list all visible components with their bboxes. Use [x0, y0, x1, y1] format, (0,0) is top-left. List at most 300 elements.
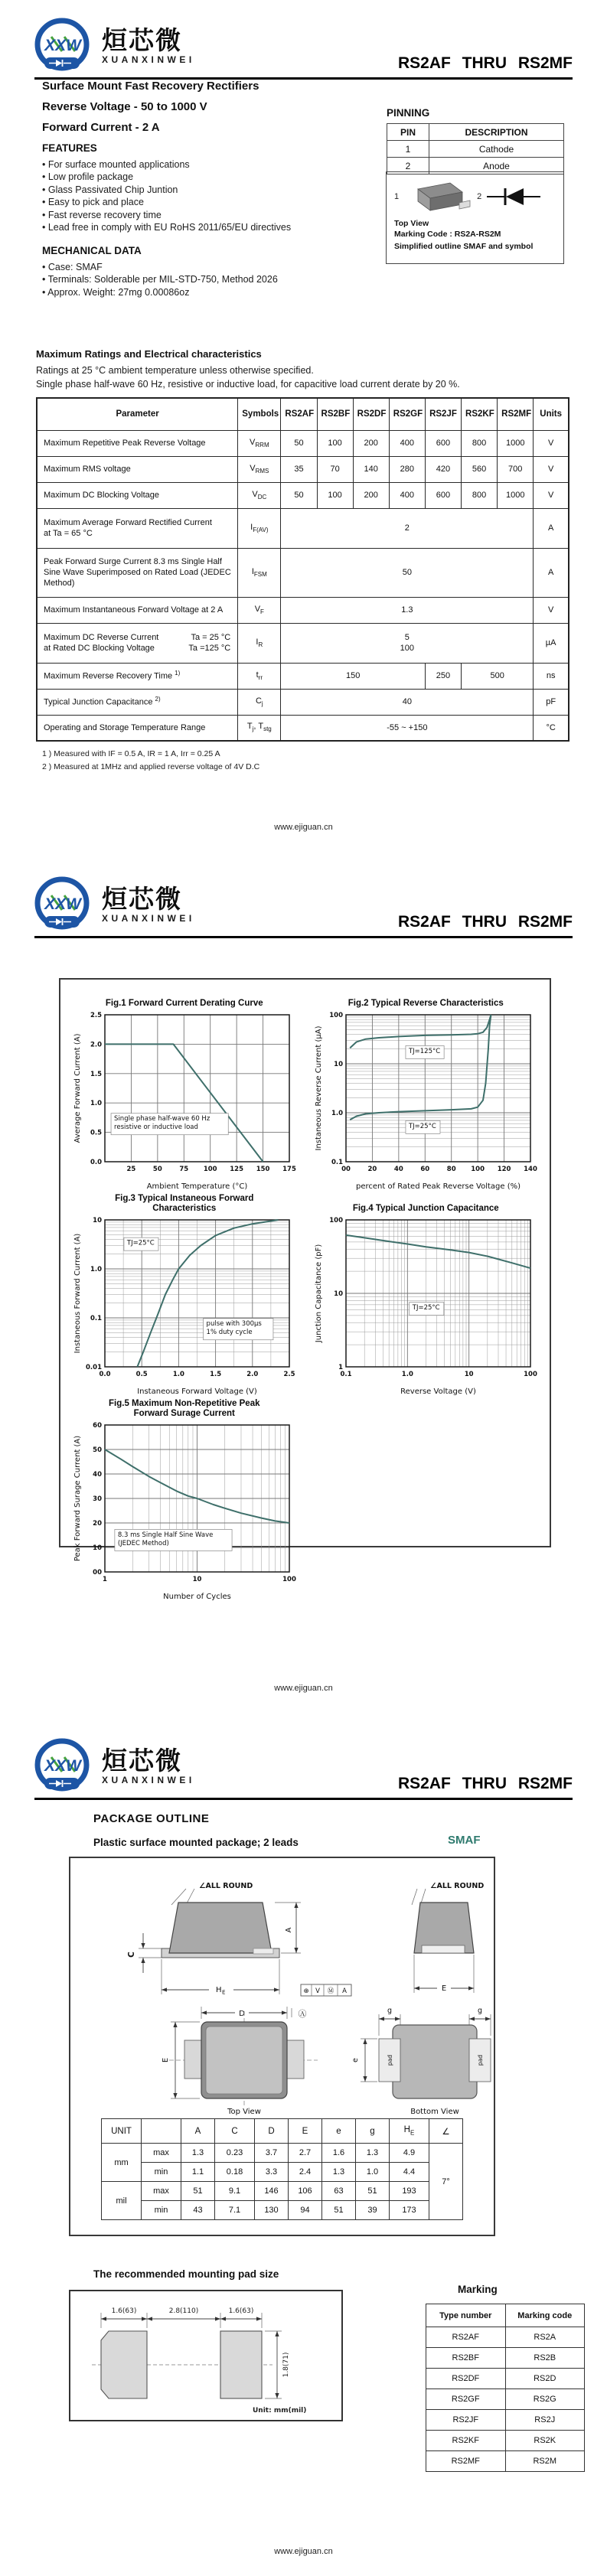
svg-text:0.0: 0.0: [99, 1371, 111, 1378]
mechanical-data-title: MECHANICAL DATA: [42, 245, 142, 256]
marking-code: RS2J: [505, 2410, 585, 2431]
feature-item: • Lead free in comply with EU RoHS 2011/65/EU directives: [42, 222, 292, 233]
unit-cell: °C: [534, 715, 569, 741]
param-cell: Maximum Average Forward Rectified Current at Ta = 65 °C: [37, 508, 238, 548]
mounting-pad-box: [69, 2290, 343, 2421]
value-cell: 420: [425, 456, 461, 482]
fig3-chart: [70, 1214, 299, 1397]
pinning-col-desc: DESCRIPTION: [429, 124, 564, 141]
dim-value: 2.7: [289, 2144, 322, 2163]
marking-code: RS2M: [505, 2451, 585, 2472]
value-cell: 800: [462, 430, 498, 456]
svg-text:pad: pad: [477, 2054, 484, 2066]
outline-marking-code: Marking Code : RS2A-RS2M: [394, 230, 501, 239]
outline-drawing: [394, 177, 556, 217]
svg-text:2.8(110): 2.8(110): [168, 2307, 199, 2315]
feature-item: • Glass Passivated Chip Juntion: [42, 184, 178, 195]
svg-text:1: 1: [338, 1364, 344, 1371]
svg-text:10: 10: [192, 1576, 202, 1583]
fig1-chart: [70, 1009, 299, 1192]
marking-row: [426, 2369, 585, 2389]
symbol-cell: $V_{RMS}$: [238, 456, 281, 482]
svg-text:100: 100: [329, 1217, 344, 1224]
dim-value: 106: [289, 2182, 322, 2201]
svg-text:⊕: ⊕: [303, 1987, 309, 1995]
symbol-cell: $I_R$: [238, 623, 281, 663]
dim-angle-value: 7°: [429, 2144, 463, 2220]
dim-value: 173: [390, 2201, 429, 2220]
svg-text:1.0: 1.0: [90, 1100, 102, 1108]
value-cell: 1000: [498, 430, 534, 456]
svg-text:g: g: [387, 2007, 393, 2015]
svg-text:20: 20: [92, 1520, 102, 1528]
dim-col: A: [181, 2119, 215, 2144]
type-number: RS2DF: [426, 2369, 506, 2389]
mech-item: • Approx. Weight: 27mg 0.00086oz: [42, 286, 190, 298]
dim-value: 1.3: [181, 2144, 215, 2163]
unit-cell: V: [534, 482, 569, 508]
mechanical-data-list: [42, 261, 278, 298]
package-outline-title: PACKAGE OUTLINE: [93, 1812, 210, 1825]
fig4: [305, 1192, 547, 1397]
brand-name-cn: 烜芯微: [102, 25, 182, 54]
fig5: [64, 1397, 305, 1603]
type-number: RS2KF: [426, 2431, 506, 2451]
mech-item: • Case: SMAF: [42, 262, 103, 272]
svg-text:150: 150: [256, 1166, 270, 1173]
dim-col: D: [255, 2119, 289, 2144]
marking-row: [426, 2410, 585, 2431]
svg-text:8.3 ms Single Half Sine Wave: 8.3 ms Single Half Sine Wave: [117, 1531, 214, 1539]
fig5-chart: [70, 1419, 299, 1603]
pin2-label: 2: [477, 192, 482, 201]
logo-icon: [34, 17, 97, 75]
marking-row: [426, 2451, 585, 2472]
svg-text:100: 100: [329, 1012, 344, 1019]
dim-value: 7.1: [215, 2201, 255, 2220]
symbol-cell: $C_j$: [238, 689, 281, 715]
dim-value: 51: [181, 2182, 215, 2201]
intro-line-2: Reverse Voltage - 50 to 1000 V: [42, 100, 207, 113]
param-cell: Maximum Reverse Recovery Time $^{1)}$: [37, 663, 238, 689]
dim-value: 0.23: [215, 2144, 255, 2163]
dim-value: 1.3: [322, 2163, 356, 2182]
feature-item: • For surface mounted applications: [42, 159, 190, 170]
ratings-condition-1: Ratings at 25 °C ambient temperature unless otherwise specified.: [36, 365, 314, 376]
svg-text:TJ=125°C: TJ=125°C: [409, 1047, 441, 1055]
svg-text:resistive or inductive load: resistive or inductive load: [113, 1123, 198, 1132]
svg-text:1.6(63): 1.6(63): [111, 2307, 137, 2315]
svg-text:40: 40: [394, 1166, 404, 1173]
smaf-package-icon: [403, 180, 473, 214]
outline-top-view-label: Top View: [394, 219, 429, 228]
dim-value: 2.4: [289, 2163, 322, 2182]
value-cell: 600: [425, 482, 461, 508]
fig1-title: Fig.1 Forward Current Derating Curve: [105, 999, 263, 1008]
symbol-cell: $t_{rr}$: [238, 663, 281, 689]
value-cell: 140: [353, 456, 389, 482]
marking-row: [426, 2389, 585, 2410]
pinning-section: [387, 107, 564, 174]
brand-logo: [34, 1737, 195, 1795]
pinning-header-row: [387, 124, 564, 141]
svg-text:A: A: [342, 1987, 347, 1995]
doc-header: [34, 1737, 573, 1800]
dim-col-unit: UNIT: [102, 2119, 142, 2144]
svg-text:∠ALL ROUND: ∠ALL ROUND: [430, 1882, 485, 1890]
value-cell: 500: [462, 663, 534, 689]
svg-text:140: 140: [524, 1166, 538, 1173]
mech-item: • Terminals: Solderable per MIL-STD-750, Method 2026: [42, 274, 278, 285]
symbol-cell: $V_F$: [238, 597, 281, 623]
svg-text:Average Forward Current (A): Average Forward Current (A): [73, 1033, 82, 1143]
unit-cell: V: [534, 456, 569, 482]
svg-text:TJ=25°C: TJ=25°C: [409, 1122, 437, 1130]
svg-text:1.6(63): 1.6(63): [228, 2307, 254, 2315]
brand-logo: [34, 876, 195, 934]
dim-value: 4.9: [390, 2144, 429, 2163]
svg-text:100: 100: [471, 1166, 485, 1173]
doc-title: RS2AF THRU RS2MF: [397, 54, 573, 72]
dim-col-he: $H_E$: [390, 2119, 429, 2144]
pinning-row: [387, 141, 564, 158]
dim-value: 1.0: [356, 2163, 390, 2182]
svg-text:00: 00: [341, 1166, 351, 1173]
value-cell: -55 ~ +150: [281, 715, 534, 741]
col-device: RS2KF: [462, 398, 498, 430]
dim-col: C: [215, 2119, 255, 2144]
value-cell: 280: [389, 456, 425, 482]
outline-caption: Simplified outline SMAF and symbol: [394, 242, 534, 251]
brand-name-en: XUANXINWEI: [102, 912, 195, 924]
logo-monogram: XXW: [44, 895, 81, 913]
fig2: [305, 987, 547, 1192]
logo-icon: [34, 876, 97, 934]
svg-text:Ambient Temperature (°C): Ambient Temperature (°C): [146, 1182, 248, 1191]
svg-text:Ⓐ: Ⓐ: [298, 2009, 307, 2019]
feature-item: • Fast reverse recovery time: [42, 209, 162, 220]
pin-description: Cathode: [429, 141, 564, 158]
svg-text:E: E: [162, 2057, 170, 2063]
svg-text:2.0: 2.0: [90, 1041, 102, 1049]
param-cell: Typical Junction Capacitance $^{2)}$: [37, 689, 238, 715]
dim-value: 130: [255, 2201, 289, 2220]
logo-monogram: XXW: [44, 37, 81, 54]
fig2-title: Fig.2 Typical Reverse Characteristics: [348, 999, 504, 1008]
marking-col-code: Marking code: [505, 2304, 585, 2327]
brand-name-cn: 烜芯微: [102, 884, 182, 913]
dim-value: 39: [356, 2201, 390, 2220]
dim-value: 9.1: [215, 2182, 255, 2201]
symbol-cell: $I_{FSM}$: [238, 548, 281, 597]
svg-text:60: 60: [420, 1166, 430, 1173]
ratings-condition-2: Single phase half-wave 60 Hz, resistive or inductive load, for capacitive load current derate by 20 %.: [36, 379, 460, 390]
svg-text:10: 10: [92, 1217, 102, 1224]
dim-row-mm-min: [102, 2163, 463, 2182]
param-cell: Peak Forward Surge Current 8.3 ms Single Half Sine Wave Superimposed on Rated Load (JEDEC Method): [37, 548, 238, 597]
svg-text:0.1: 0.1: [331, 1159, 344, 1166]
svg-text:40: 40: [92, 1471, 102, 1479]
ratings-row-ir: [37, 623, 569, 663]
dim-value: 51: [322, 2201, 356, 2220]
type-number: RS2MF: [426, 2451, 506, 2472]
svg-text:pad: pad: [387, 2054, 393, 2066]
type-number: RS2JF: [426, 2410, 506, 2431]
dim-max-label: max: [142, 2144, 181, 2163]
value-cell: 400: [389, 482, 425, 508]
page-footer-url: www.ejiguan.cn: [274, 1684, 333, 1693]
dim-row-mm-max: [102, 2144, 463, 2163]
svg-text:80: 80: [447, 1166, 456, 1173]
pinning-col-pin: PIN: [387, 124, 429, 141]
param-cell: Maximum Instantaneous Forward Voltage at 2 A: [37, 597, 238, 623]
svg-text:0.0: 0.0: [90, 1159, 102, 1166]
col-symbols: Symbols: [238, 398, 281, 430]
svg-text:1: 1: [102, 1576, 107, 1583]
svg-text:1% duty cycle: 1% duty cycle: [206, 1329, 253, 1337]
ratings-row-vrrm: [37, 430, 569, 456]
marking-code: RS2G: [505, 2389, 585, 2410]
svg-text:100: 100: [524, 1371, 538, 1378]
dim-value: 3.7: [255, 2144, 289, 2163]
mounting-pad-drawing: [70, 2291, 340, 2418]
marking-table: [426, 2304, 585, 2472]
dim-value: 146: [255, 2182, 289, 2201]
value-cell: 1000: [498, 482, 534, 508]
pinning-table: [387, 123, 564, 174]
dim-value: 1.1: [181, 2163, 215, 2182]
logo-icon: [34, 1737, 97, 1795]
svg-text:50: 50: [152, 1166, 162, 1173]
svg-text:H: H: [216, 1986, 222, 1994]
outline-symbol-box: [386, 171, 564, 264]
svg-text:10: 10: [334, 1290, 344, 1298]
mechanical-data-section: [42, 245, 278, 298]
footnote-1: 1 ) Measured with IF = 0.5 A, IR = 1 A, Irr = 0.25 A: [42, 749, 220, 758]
value-cell: 800: [462, 482, 498, 508]
svg-text:0.1: 0.1: [340, 1371, 352, 1378]
dim-header-row: [102, 2119, 463, 2144]
unit-cell: V: [534, 597, 569, 623]
svg-text:TJ=25°C: TJ=25°C: [413, 1304, 440, 1312]
ratings-header-row: [37, 398, 569, 430]
ratings-row-temp: [37, 715, 569, 741]
svg-text:e: e: [351, 2058, 360, 2062]
pin-description: Anode: [429, 158, 564, 174]
svg-text:60: 60: [92, 1422, 102, 1430]
ratings-table: [36, 397, 569, 742]
logo-monogram: XXW: [44, 1757, 81, 1775]
svg-text:50: 50: [92, 1446, 102, 1454]
value-cell: 600: [425, 430, 461, 456]
page-footer-url: www.ejiguan.cn: [274, 2547, 333, 2556]
dim-value: 193: [390, 2182, 429, 2201]
svg-text:2.0: 2.0: [246, 1371, 259, 1378]
doc-header: [34, 876, 573, 938]
value-cell: 50: [281, 548, 534, 597]
type-number: RS2BF: [426, 2348, 506, 2369]
marking-code: RS2B: [505, 2348, 585, 2369]
dim-col-angle: ∠: [429, 2119, 463, 2144]
dim-value: 4.4: [390, 2163, 429, 2182]
value-cell: 400: [389, 430, 425, 456]
col-device: RS2GF: [389, 398, 425, 430]
dim-col: e: [322, 2119, 356, 2144]
dim-value: 1.3: [356, 2144, 390, 2163]
svg-text:(JEDEC Method): (JEDEC Method): [117, 1539, 169, 1547]
package-dimension-drawing: [71, 1863, 493, 2115]
svg-text:1.0: 1.0: [90, 1266, 102, 1273]
brand-name: [102, 1748, 195, 1785]
symbol-cell: $T_j$, $T_{stg}$: [238, 715, 281, 741]
svg-text:75: 75: [179, 1166, 188, 1173]
svg-text:120: 120: [497, 1166, 511, 1173]
svg-text:10: 10: [334, 1061, 344, 1068]
unit-cell: µA: [534, 623, 569, 663]
value-cell: 560: [462, 456, 498, 482]
svg-text:25: 25: [126, 1166, 136, 1173]
ratings-row-vdc: [37, 482, 569, 508]
value-cell: 100: [317, 482, 353, 508]
pin-number: 2: [387, 158, 429, 174]
svg-text:Instaneous Forward Voltage (V): Instaneous Forward Voltage (V): [136, 1387, 257, 1396]
symbol-cell: $I_{F(AV)}$: [238, 508, 281, 548]
ratings-row-cj: [37, 689, 569, 715]
ratings-row-ifav: [37, 508, 569, 548]
features-section: [42, 142, 291, 233]
characteristic-curves-box: [59, 978, 551, 1601]
feature-item: • Low profile package: [42, 171, 134, 183]
svg-text:1.5: 1.5: [209, 1371, 221, 1378]
page-footer-url: www.ejiguan.cn: [274, 823, 333, 832]
unit-cell: pF: [534, 689, 569, 715]
doc-title: RS2AF THRU RS2MF: [397, 913, 573, 931]
svg-text:E: E: [222, 1989, 226, 1996]
datasheet-page-3: [0, 1722, 607, 2576]
diode-symbol-icon: [485, 186, 542, 207]
datasheet-page-2: [0, 857, 607, 1722]
svg-text:2.5: 2.5: [283, 1371, 295, 1378]
param-cell: Maximum DC Blocking Voltage: [37, 482, 238, 508]
footnote-2: 2 ) Measured at 1MHz and applied reverse voltage of 4V D.C: [42, 762, 260, 771]
svg-text:1.0: 1.0: [402, 1371, 414, 1378]
svg-text:100: 100: [203, 1166, 217, 1173]
fig2-chart: [311, 1009, 540, 1192]
dim-min-label: min: [142, 2201, 181, 2220]
brand-name-en: XUANXINWEI: [102, 1774, 195, 1785]
value-cell: 35: [281, 456, 317, 482]
svg-text:Instaneous Reverse Current (μA: Instaneous Reverse Current (μA): [315, 1026, 324, 1151]
dim-value: 1.6: [322, 2144, 356, 2163]
unit-cell: A: [534, 508, 569, 548]
pinning-title: PINNING: [387, 107, 430, 119]
marking-col-type: Type number: [426, 2304, 506, 2327]
dim-max-label: max: [142, 2182, 181, 2201]
package-outline-box: [69, 1857, 495, 2236]
marking-row: [426, 2348, 585, 2369]
unit-cell: V: [534, 430, 569, 456]
pin1-label: 1: [394, 192, 400, 201]
ratings-title: Maximum Ratings and Electrical characteristics: [36, 348, 262, 360]
svg-text:V: V: [315, 1987, 320, 1995]
col-device: RS2JF: [425, 398, 461, 430]
doc-header: [34, 17, 573, 80]
col-device: RS2BF: [317, 398, 353, 430]
param-cell: Maximum DC Reverse Current Ta = 25 °C at Rated DC Blocking Voltage Ta =125 °C: [37, 623, 238, 663]
fig3: [64, 1192, 305, 1397]
fig1: [64, 987, 305, 1192]
param-cell: Maximum RMS voltage: [37, 456, 238, 482]
svg-text:30: 30: [92, 1495, 102, 1503]
value-cell: 250: [425, 663, 461, 689]
marking-code: RS2K: [505, 2431, 585, 2451]
dim-unit-mm: mm: [102, 2144, 142, 2182]
feature-item: • Easy to pick and place: [42, 197, 144, 208]
value-cell: 40: [281, 689, 534, 715]
dim-value: 3.3: [255, 2163, 289, 2182]
svg-text:10: 10: [92, 1544, 102, 1552]
value-cell: 70: [317, 456, 353, 482]
svg-text:125: 125: [230, 1166, 243, 1173]
symbol-cell: $V_{RRM}$: [238, 430, 281, 456]
dim-value: 94: [289, 2201, 322, 2220]
svg-text:Unit: mm(mil): Unit: mm(mil): [253, 2407, 307, 2415]
features-list: [42, 158, 291, 233]
dim-col: g: [356, 2119, 390, 2144]
col-parameter: Parameter: [37, 398, 238, 430]
value-cell: 200: [353, 430, 389, 456]
value-cell: 50: [281, 482, 317, 508]
svg-text:10: 10: [464, 1371, 474, 1378]
svg-text:1.8(71): 1.8(71): [282, 2352, 290, 2378]
col-device: RS2DF: [353, 398, 389, 430]
svg-text:Single phase half-wave 60 Hz: Single phase half-wave 60 Hz: [113, 1115, 210, 1123]
brand-name-en: XUANXINWEI: [102, 54, 195, 65]
svg-text:D: D: [239, 2010, 245, 2018]
ratings-row-vrms: [37, 456, 569, 482]
svg-text:TJ=25°C: TJ=25°C: [126, 1239, 155, 1247]
fig4-title: Fig.4 Typical Junction Capacitance: [352, 1204, 499, 1213]
svg-text:Reverse Voltage (V): Reverse Voltage (V): [400, 1387, 477, 1396]
intro-line-3: Forward Current - 2 A: [42, 121, 160, 134]
value-cell: 5 100: [281, 623, 534, 663]
dim-value: 51: [356, 2182, 390, 2201]
value-cell: 200: [353, 482, 389, 508]
ratings-row-ifsm: [37, 548, 569, 597]
svg-text:0.1: 0.1: [90, 1315, 102, 1322]
doc-title: RS2AF THRU RS2MF: [397, 1775, 573, 1792]
dim-value: 43: [181, 2201, 215, 2220]
col-device: RS2MF: [498, 398, 534, 430]
intro-line-1: Surface Mount Fast Recovery Rectifiers: [42, 80, 259, 93]
svg-text:Peak Forward Surage Current (A: Peak Forward Surage Current (A): [73, 1435, 82, 1562]
marking-title: Marking: [458, 2284, 498, 2295]
svg-text:100: 100: [282, 1576, 296, 1583]
dim-value: 63: [322, 2182, 356, 2201]
value-cell: 100: [317, 430, 353, 456]
param-cell: Maximum Repetitive Peak Reverse Voltage: [37, 430, 238, 456]
svg-text:percent of Rated Peak Reverse: percent of Rated Peak Reverse Voltage (%): [356, 1182, 521, 1191]
svg-text:A: A: [285, 1927, 293, 1933]
dimensions-table: [101, 2118, 463, 2220]
unit-cell: A: [534, 548, 569, 597]
marking-row: [426, 2431, 585, 2451]
symbol-cell: $V_{DC}$: [238, 482, 281, 508]
value-cell: 2: [281, 508, 534, 548]
datasheet-page-1: [0, 0, 607, 857]
svg-text:0.01: 0.01: [85, 1364, 102, 1371]
ratings-section: [36, 348, 572, 774]
